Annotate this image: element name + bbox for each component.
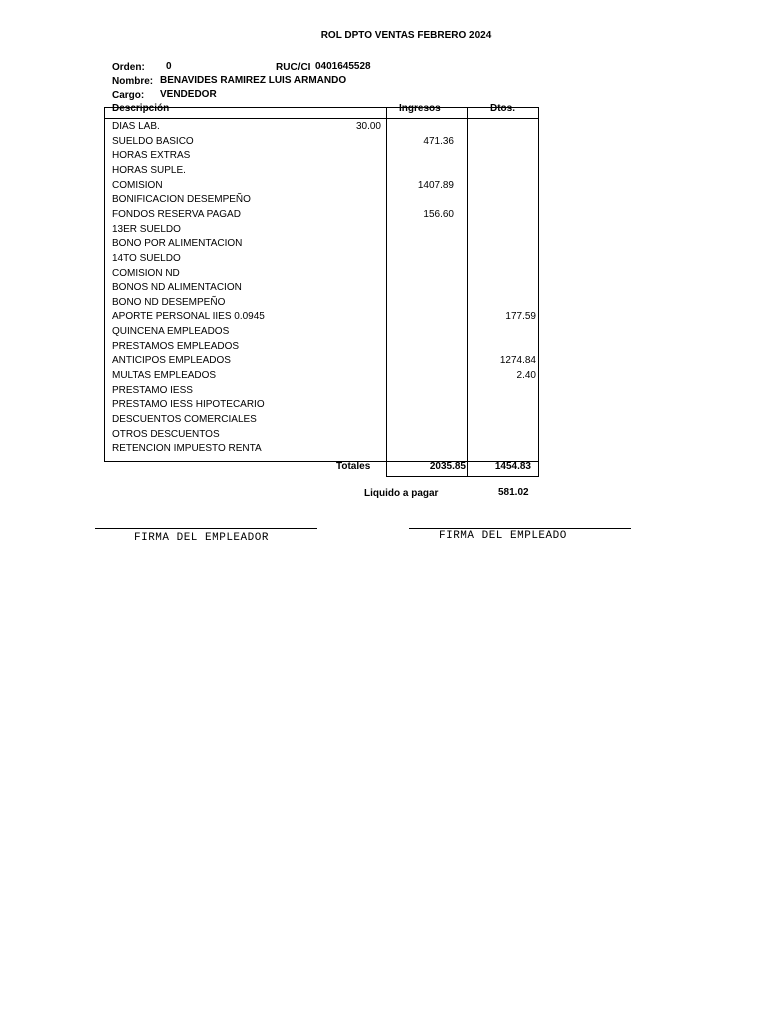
nombre-value: BENAVIDES RAMIREZ LUIS ARMANDO	[160, 75, 347, 86]
empleador-signature-line	[95, 528, 317, 529]
row-description: COMISION	[112, 179, 163, 191]
row-ingresos-value: 471.36	[423, 135, 454, 147]
table-header-divider	[104, 118, 539, 119]
row-description: BONO POR ALIMENTACION	[112, 238, 243, 250]
ruc-value: 0401645528	[315, 61, 371, 72]
row-description: DIAS LAB.	[112, 121, 160, 132]
orden-label: Orden:	[112, 62, 145, 73]
descripcion-column-header: Descripción	[112, 103, 170, 114]
empleador-signature-label: FIRMA DEL EMPLEADOR	[134, 532, 269, 544]
dtos-column-header: Dtos.	[490, 103, 515, 114]
totals-right-edge	[538, 461, 539, 477]
row-dtos-value: 177.59	[505, 311, 536, 323]
row-description: DESCUENTOS COMERCIALES	[112, 414, 257, 425]
row-description: PRESTAMOS EMPLEADOS	[112, 340, 240, 352]
row-description: PRESTAMO IESS	[112, 384, 193, 396]
row-ingresos-value: 156.60	[423, 208, 454, 220]
cargo-value: VENDEDOR	[160, 89, 217, 100]
row-description: RETENCION IMPUESTO RENTA	[112, 443, 262, 455]
empleado-signature-line	[409, 528, 631, 529]
row-dtos-value: 1274.84	[499, 355, 536, 367]
row-description: APORTE PERSONAL IIES 0.0945	[112, 311, 265, 323]
row-dias-value: 30.00	[355, 121, 381, 132]
row-description: HORAS SUPLE.	[112, 164, 186, 176]
row-description: 14TO SUELDO	[112, 252, 181, 264]
row-description: BONOS ND ALIMENTACION	[112, 282, 242, 294]
totals-bottom-line	[386, 476, 539, 477]
row-description: BONIFICACION DESEMPEÑO	[112, 194, 251, 206]
row-description: HORAS EXTRAS	[112, 150, 191, 162]
orden-value: 0	[166, 61, 172, 72]
row-description: 13ER SUELDO	[112, 223, 181, 235]
row-description: MULTAS EMPLEADOS	[112, 370, 217, 382]
ingresos-column-divider	[386, 107, 387, 477]
row-description: QUINCENA EMPLEADOS	[112, 326, 230, 338]
ruc-label: RUC/CI	[276, 62, 311, 73]
row-description: PRESTAMO IESS HIPOTECARIO	[112, 399, 265, 411]
cargo-label: Cargo:	[112, 90, 145, 101]
row-description: FONDOS RESERVA PAGAD	[112, 208, 241, 220]
row-ingresos-value: 1407.89	[417, 179, 454, 191]
totales-label: Totales	[336, 461, 371, 472]
ingresos-column-header: Ingresos	[399, 103, 441, 114]
total-dtos: 1454.83	[494, 461, 531, 472]
row-description: OTROS DESCUENTOS	[112, 428, 220, 440]
empleado-signature-label: FIRMA DEL EMPLEADO	[439, 530, 567, 542]
nombre-label: Nombre:	[112, 76, 154, 87]
row-description: SUELDO BASICO	[112, 135, 194, 147]
document-title: ROL DPTO VENTAS FEBRERO 2024	[320, 30, 492, 41]
row-description: BONO ND DESEMPEÑO	[112, 296, 226, 308]
liquido-label: Liquido a pagar	[364, 488, 439, 499]
row-description: COMISION ND	[112, 267, 180, 279]
dtos-column-divider	[467, 107, 468, 477]
liquido-value: 581.02	[498, 487, 529, 498]
total-ingresos: 2035.85	[429, 461, 466, 472]
row-description: ANTICIPOS EMPLEADOS	[112, 355, 231, 367]
row-dtos-value: 2.40	[516, 370, 536, 382]
